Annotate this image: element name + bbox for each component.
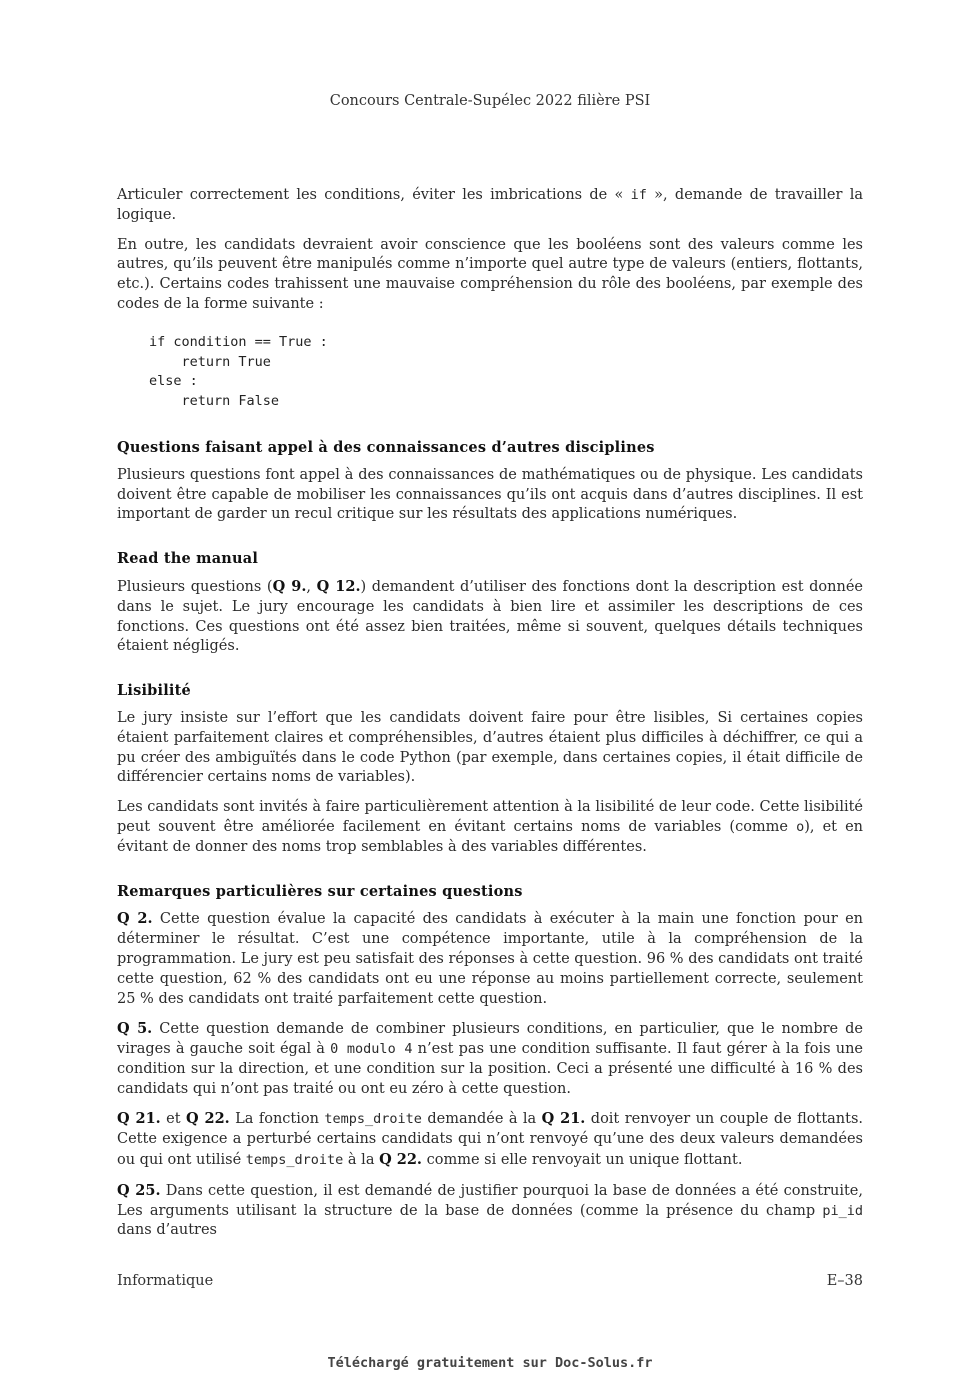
section-title-remarques: Remarques particulières sur certaines questions — [117, 882, 523, 900]
question-remark-q5: Q 5. Cette question demande de combiner plusieurs conditions, en particulier, que le nombre de virages à gauche soit égal à 0 modulo 4 n’est pas une condition suffisante. Il faut gérer à la fois une condition sur la direction, et une condition sur la position. Ceci a présenté une difficulté à 16 % des candidats qui n’ont pas traité ou ont eu zéro à cette question. — [117, 1020, 863, 1097]
inline-code: o — [796, 818, 805, 835]
footer-subject: Informatique — [117, 1273, 214, 1289]
question-remark-q21-q22: Q 21. et Q 22. La fonction temps_droite demandée à la Q 21. doit renvoyer un couple de flottants. Cette exigence a perturbé certains candidats qui n’ont renvoyé qu’une des deux valeurs demandées ou qui ont utilisé temps_droite à la Q 22. comme si elle renvoyait un unique flottant. — [117, 1110, 864, 1169]
question-remark-q25: Q 25. Dans cette question, il est demandé de justifier pourquoi la base de données a été construite, Les arguments utilisant la structure de la base de données (comme la présence du champ pi_id dans d’autres — [117, 1181, 864, 1239]
intro-paragraph-1: Articuler correctement les conditions, éviter les imbrications de « if », demande de travailler la logique. — [117, 187, 863, 223]
section-title-manual: Read the manual — [117, 550, 259, 568]
inline-code: temps_droite — [245, 1152, 344, 1169]
footer-page-number: E–38 — [826, 1273, 863, 1289]
inline-code: pi_id — [822, 1202, 863, 1219]
code-block: if condition == True : return True else : return False — [149, 333, 328, 410]
inline-code: 0 modulo 4 — [330, 1041, 413, 1058]
download-notice: Téléchargé gratuitement sur Doc-Solus.fr — [327, 1355, 653, 1371]
section-paragraph: Plusieurs questions (Q 9., Q 12.) demandent d’utiliser des fonctions dont la description est donnée dans le sujet. Le jury encourage les candidats à bien lire et assimiler les descriptions de ces fonctions. Ces questions ont été assez bien traitées, même si souvent, quelques détails techniques étaient négligés. — [117, 577, 863, 655]
section-title-disciplines: Questions faisant appel à des connaissances d’autres disciplines — [117, 438, 655, 456]
section-paragraph: Les candidats sont invités à faire particulièrement attention à la lisibilité de leur code. Cette lisibilité peut souvent être améliorée facilement en évitant certains noms de variables (comme o), et en évitant de donner des noms trop semblables à des variables différentes. — [117, 799, 863, 855]
section-title-lisibilite: Lisibilité — [117, 682, 191, 700]
inline-code: temps_droite — [324, 1111, 422, 1128]
section-paragraph: Plusieurs questions font appel à des connaissances de mathématiques ou de physique. Les candidats doivent être capable de mobiliser les connaissances qu’ils ont acquis dans d’autres disciplines. Il est important de garder un recul critique sur les résultats des applications numériques. — [117, 466, 863, 523]
section-paragraph: Le jury insiste sur l’effort que les candidats doivent faire pour être lisibles, Si certaines copies étaient parfaitement claires et compréhensibles, d’autres étaient plus difficiles à déchiffrer, ce qui a pu créer des ambiguïtés dans le code Python (par exemple, dans certaines copies, il était difficile de différencier certains noms de variables). — [117, 709, 863, 786]
report-body — [117, 186, 863, 1251]
intro-paragraph-2: En outre, les candidats devraient avoir conscience que les booléens sont des valeurs comme les autres, qu’ils peuvent être manipulés comme n’importe quel autre type de valeurs (entiers, flottants, etc.). Certains codes trahissent une mauvaise compréhension du rôle des booléens, par exemple des codes de la forme suivante : — [117, 236, 863, 312]
inline-code: if — [630, 187, 647, 203]
page-header: Concours Centrale-Supélec 2022 filière PSI — [329, 93, 651, 109]
question-remark-q2: Q 2. Cette question évalue la capacité des candidats à exécuter à la main une fonction pour en déterminer le résultat. C’est une compétence importante, utile à la compréhension de la programmation. Le jury est peu satisfait des réponses à cette question. 96 % des candidats ont traité cette question, 62 % des candidats ont eu une réponse au moins partiellement correcte, seulement 25 % des candidats ont traité parfaitement cette question. — [117, 910, 863, 1007]
